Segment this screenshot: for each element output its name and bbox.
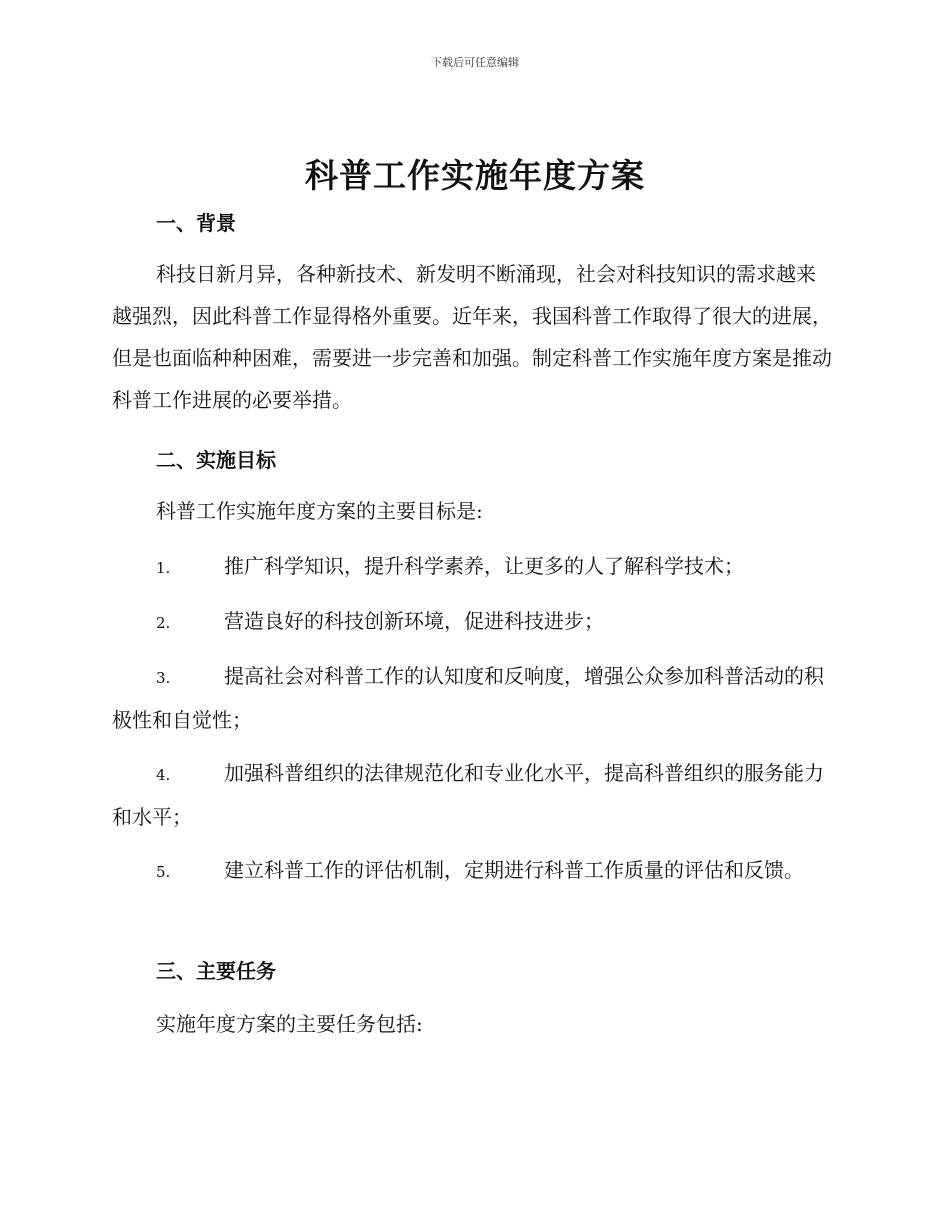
list-text: 加强科普组织的法律规范化和专业化水平，提高科普组织的服务能力和水平； bbox=[112, 761, 824, 829]
list-text: 营造良好的科技创新环境，促进科技进步； bbox=[224, 609, 604, 633]
list-text: 提高社会对科普工作的认知度和反响度，增强公众参加科普活动的积极性和自觉性； bbox=[112, 664, 824, 732]
list-number: 2. bbox=[156, 614, 171, 632]
header-note: 下载后可任意编辑 bbox=[431, 56, 519, 69]
list-number: 5. bbox=[156, 863, 171, 881]
goal-item-4 bbox=[112, 752, 832, 838]
list-number: 3. bbox=[156, 669, 171, 687]
goal-item-2 bbox=[112, 600, 832, 644]
list-text: 推广科学知识，提升科学素养，让更多的人了解科学技术； bbox=[224, 554, 744, 578]
goal-item-3 bbox=[112, 655, 832, 741]
goals-intro: 科普工作实施年度方案的主要目标是: bbox=[156, 499, 483, 523]
section-heading-goals: 二、实施目标 bbox=[156, 448, 276, 472]
list-number: 4. bbox=[156, 766, 171, 784]
section-heading-background: 一、背景 bbox=[156, 211, 236, 235]
list-text: 建立科普工作的评估机制，定期进行科普工作质量的评估和反馈。 bbox=[224, 858, 804, 882]
goal-item-5 bbox=[112, 849, 832, 893]
goal-item-1 bbox=[112, 545, 832, 589]
tasks-intro: 实施年度方案的主要任务包括: bbox=[156, 1012, 423, 1036]
section-heading-tasks: 三、主要任务 bbox=[156, 959, 276, 983]
document-title: 科普工作实施年度方案 bbox=[305, 156, 645, 195]
list-number: 1. bbox=[156, 559, 171, 577]
background-paragraph: 科技日新月异，各种新技术、新发明不断涌现，社会对科技知识的需求越来越强烈，因此科普工作显得格外重要。近年来，我国科普工作取得了很大的进展，但是也面临种种困难，需要进一步完善和加强。制定科普工作实施年度方案是推动科普工作进展的必要举措。 bbox=[112, 262, 832, 412]
